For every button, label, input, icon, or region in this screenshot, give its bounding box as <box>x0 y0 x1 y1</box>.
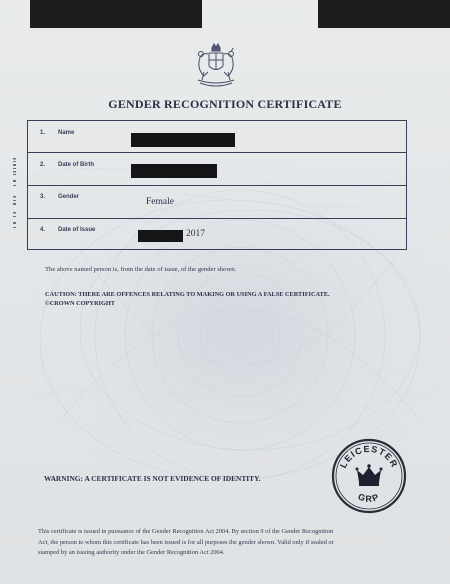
crown-icon <box>356 464 383 486</box>
footer-line: Act, the person to whom this certificate has been issued is for all purposes the gender shown. Valid only if sealed or <box>38 538 334 546</box>
field-label: Name <box>58 130 75 136</box>
redaction-top-left <box>30 0 202 28</box>
field-label: Gender <box>58 194 80 200</box>
field-number: 3. <box>40 194 46 200</box>
certificate-title: GENDER RECOGNITION CERTIFICATE <box>108 97 342 111</box>
field-number: 2. <box>40 162 46 168</box>
field-row-name <box>28 121 406 153</box>
field-value-gender: Female <box>146 197 174 207</box>
field-row-date-of-issue <box>28 219 406 251</box>
field-number: 1. <box>40 130 46 136</box>
field-row-gender <box>28 186 406 219</box>
redaction-top-right <box>318 0 450 28</box>
field-value-year: 2017 <box>186 229 205 239</box>
field-label: Date of Birth <box>58 162 94 168</box>
caution-notice: CAUTION: THERE ARE OFFENCES RELATING TO MAKING OR USING A FALSE CERTIFICATE. <box>45 291 330 298</box>
side-serial-number <box>8 156 22 236</box>
field-row-date-of-birth <box>28 153 406 186</box>
royal-coat-of-arms-icon <box>190 42 242 92</box>
footer-line: This certificate is issued in pursuance of the Gender Recognition Act 2004. By section 9 of the Gender Recognition <box>38 528 334 535</box>
svg-text:GRP <box>357 491 382 503</box>
stamp-top-text: LEICESTER <box>338 443 400 470</box>
leicester-grp-stamp <box>330 437 408 515</box>
legal-footer <box>38 527 423 559</box>
gender-statement: The above named person is, from the date of issue, of the gender shown. <box>45 266 237 273</box>
footer-line: stamped by an issuing authority under the Gender Recognition Act 2004. <box>38 549 225 556</box>
stamp-bottom-text: GRP <box>356 491 382 504</box>
redaction-date-of-birth <box>131 164 217 178</box>
redaction-date-of-issue <box>138 230 183 242</box>
field-label: Date of Issue <box>58 227 96 233</box>
redaction-name <box>131 133 235 147</box>
crown-copyright: ©CROWN COPYRIGHT <box>45 300 115 307</box>
certificate-fields-table <box>27 120 407 250</box>
field-number: 4. <box>40 227 46 233</box>
identity-warning: WARNING: A CERTIFICATE IS NOT EVIDENCE OF IDENTITY. <box>44 474 261 483</box>
